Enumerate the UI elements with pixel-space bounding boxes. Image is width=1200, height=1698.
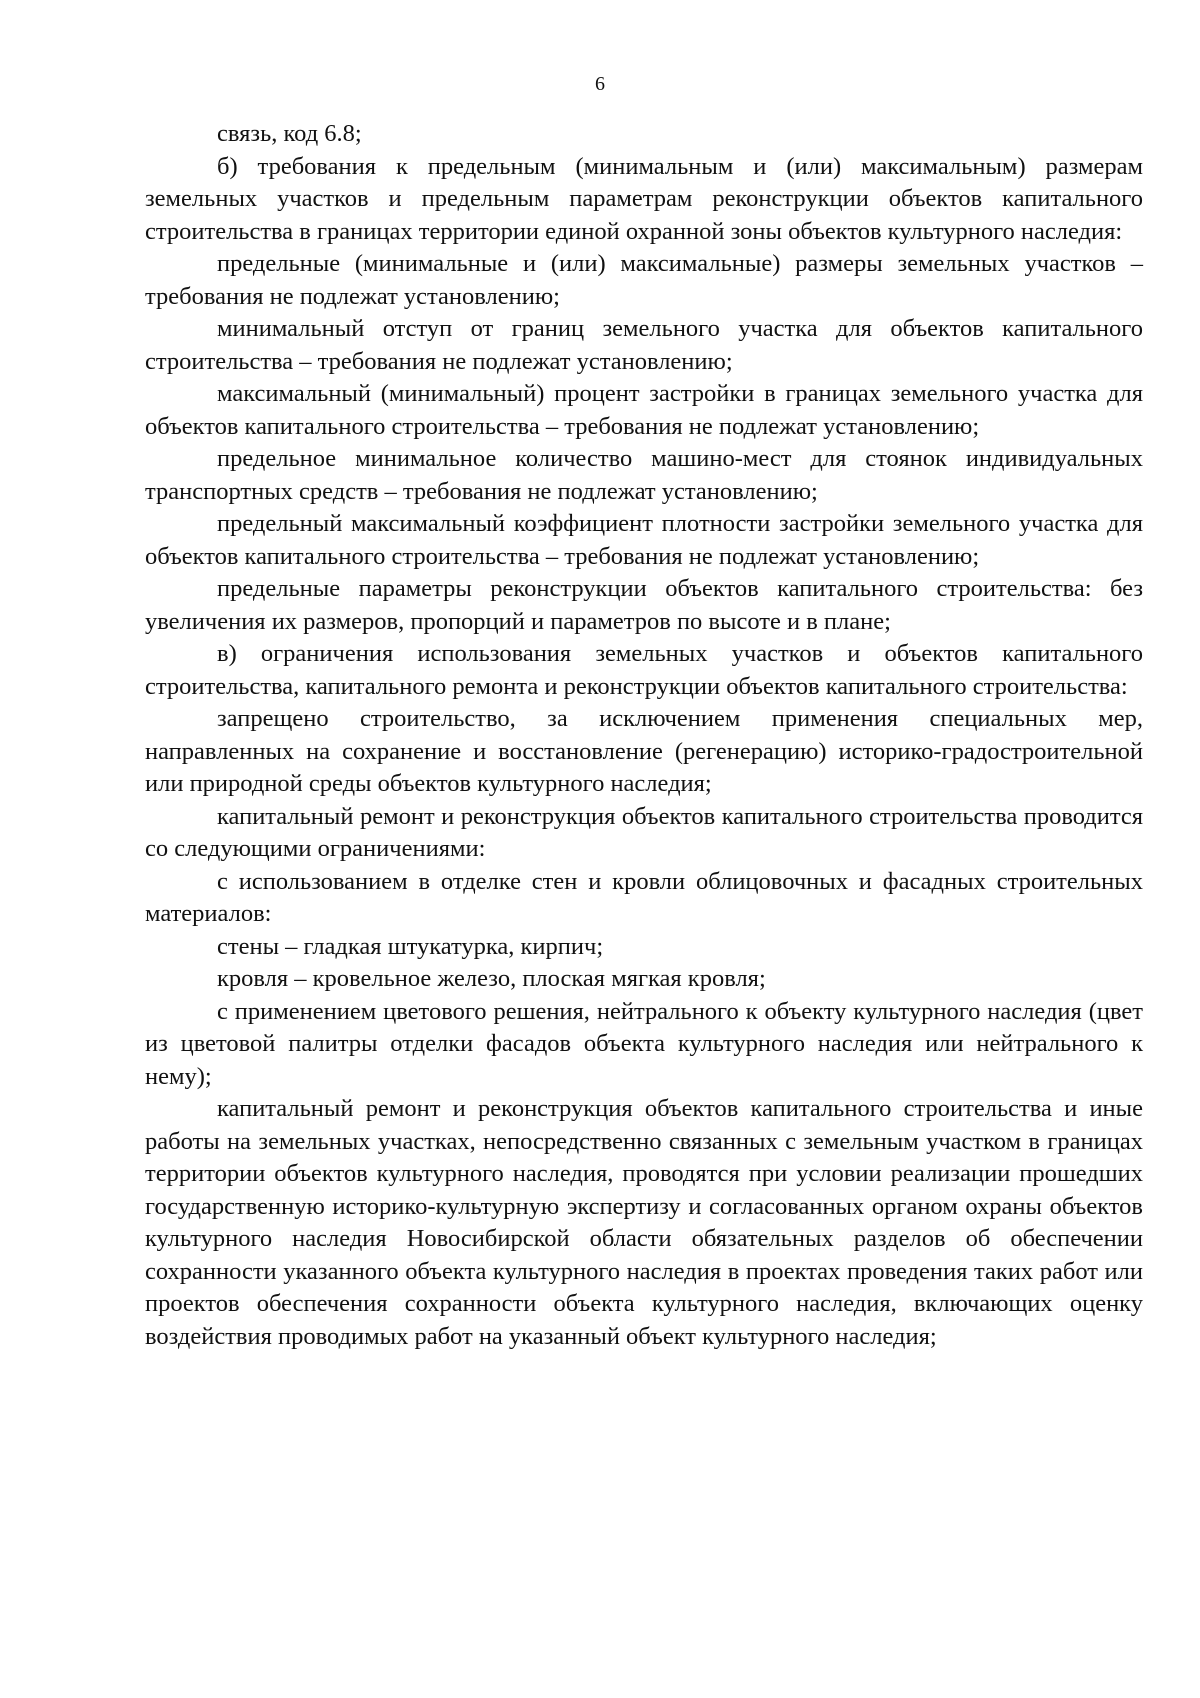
body-text [145, 118, 1143, 1353]
paragraph-parking-spaces: предельное минимальное количество машино-мест для стоянок индивидуальных транспортных средств – требования не подлежат установлению; [145, 445, 1143, 505]
paragraph-construction-prohibited: запрещено строительство, за исключением применения специальных мер, направленных на сохранение и восстановление (регенерацию) историко-градостроительной или природной среды объектов культурного наследия; [145, 705, 1143, 797]
paragraph-reconstruction-parameters: предельные параметры реконструкции объектов капитального строительства: без увеличения их размеров, пропорций и параметров по высоте и в плане; [145, 575, 1143, 635]
paragraph-b-requirements: б) требования к предельным (минимальным и (или) максимальным) размерам земельных участков и предельным параметрам реконструкции объектов капитального строительства в границах территории единой охранной зоны объектов культурного наследия: [145, 152, 1143, 245]
paragraph-finishing-materials: с использованием в отделке стен и кровли облицовочных и фасадных строительных материалов: [145, 867, 1143, 927]
paragraph-v-restrictions: в) ограничения использования земельных участков и объектов капитального строительства, капитального ремонта и реконструкции объектов капитального строительства: [145, 640, 1143, 700]
paragraph-building-coverage: максимальный (минимальный) процент застройки в границах земельного участка для объектов капитального строительства – требования не подлежат установлению; [145, 380, 1143, 440]
paragraph-density-coefficient: предельный максимальный коэффициент плотности застройки земельного участка для объектов капитального строительства – требования не подлежат установлению; [145, 510, 1143, 570]
page-number: 6 [595, 73, 605, 95]
paragraph-bullet-communication: связь, код 6.8; [217, 120, 362, 147]
paragraph-plot-size-limits: предельные (минимальные и (или) максимальные) размеры земельных участков – требования не подлежат установлению; [145, 250, 1143, 310]
paragraph-repair-restrictions: капитальный ремонт и реконструкция объектов капитального строительства проводится со следующими ограничениями: [145, 802, 1143, 862]
paragraph-walls: стены – гладкая штукатурка, кирпич; [217, 932, 604, 960]
paragraph-minimum-setback: минимальный отступ от границ земельного участка для объектов капитального строительства – требования не подлежат установлению; [145, 315, 1143, 375]
paragraph-roof: кровля – кровельное железо, плоская мягкая кровля; [217, 965, 766, 992]
paragraph-heritage-works: капитальный ремонт и реконструкция объектов капитального строительства и иные работы на земельных участках, непосредственно связанных с земельным участком в границах территории объектов культурного наследия, проводятся при условии реализации прошедших государственную историко-культурную экспертизу и согласованных органом охраны объектов культурного наследия Новосибирской области обязательных разделов об обеспечении сохранности указанного объекта культурного наследия в проектах проведения таких работ или проектов обеспечения сохранности объекта культурного наследия, включающих оценку воздействия проводимых работ на указанный объект культурного наследия; [145, 1095, 1143, 1350]
paragraph-color-solution: с применением цветового решения, нейтрального к объекту культурного наследия (цвет из цветовой палитры отделки фасадов объекта культурного наследия или нейтрального к нему); [145, 997, 1143, 1090]
